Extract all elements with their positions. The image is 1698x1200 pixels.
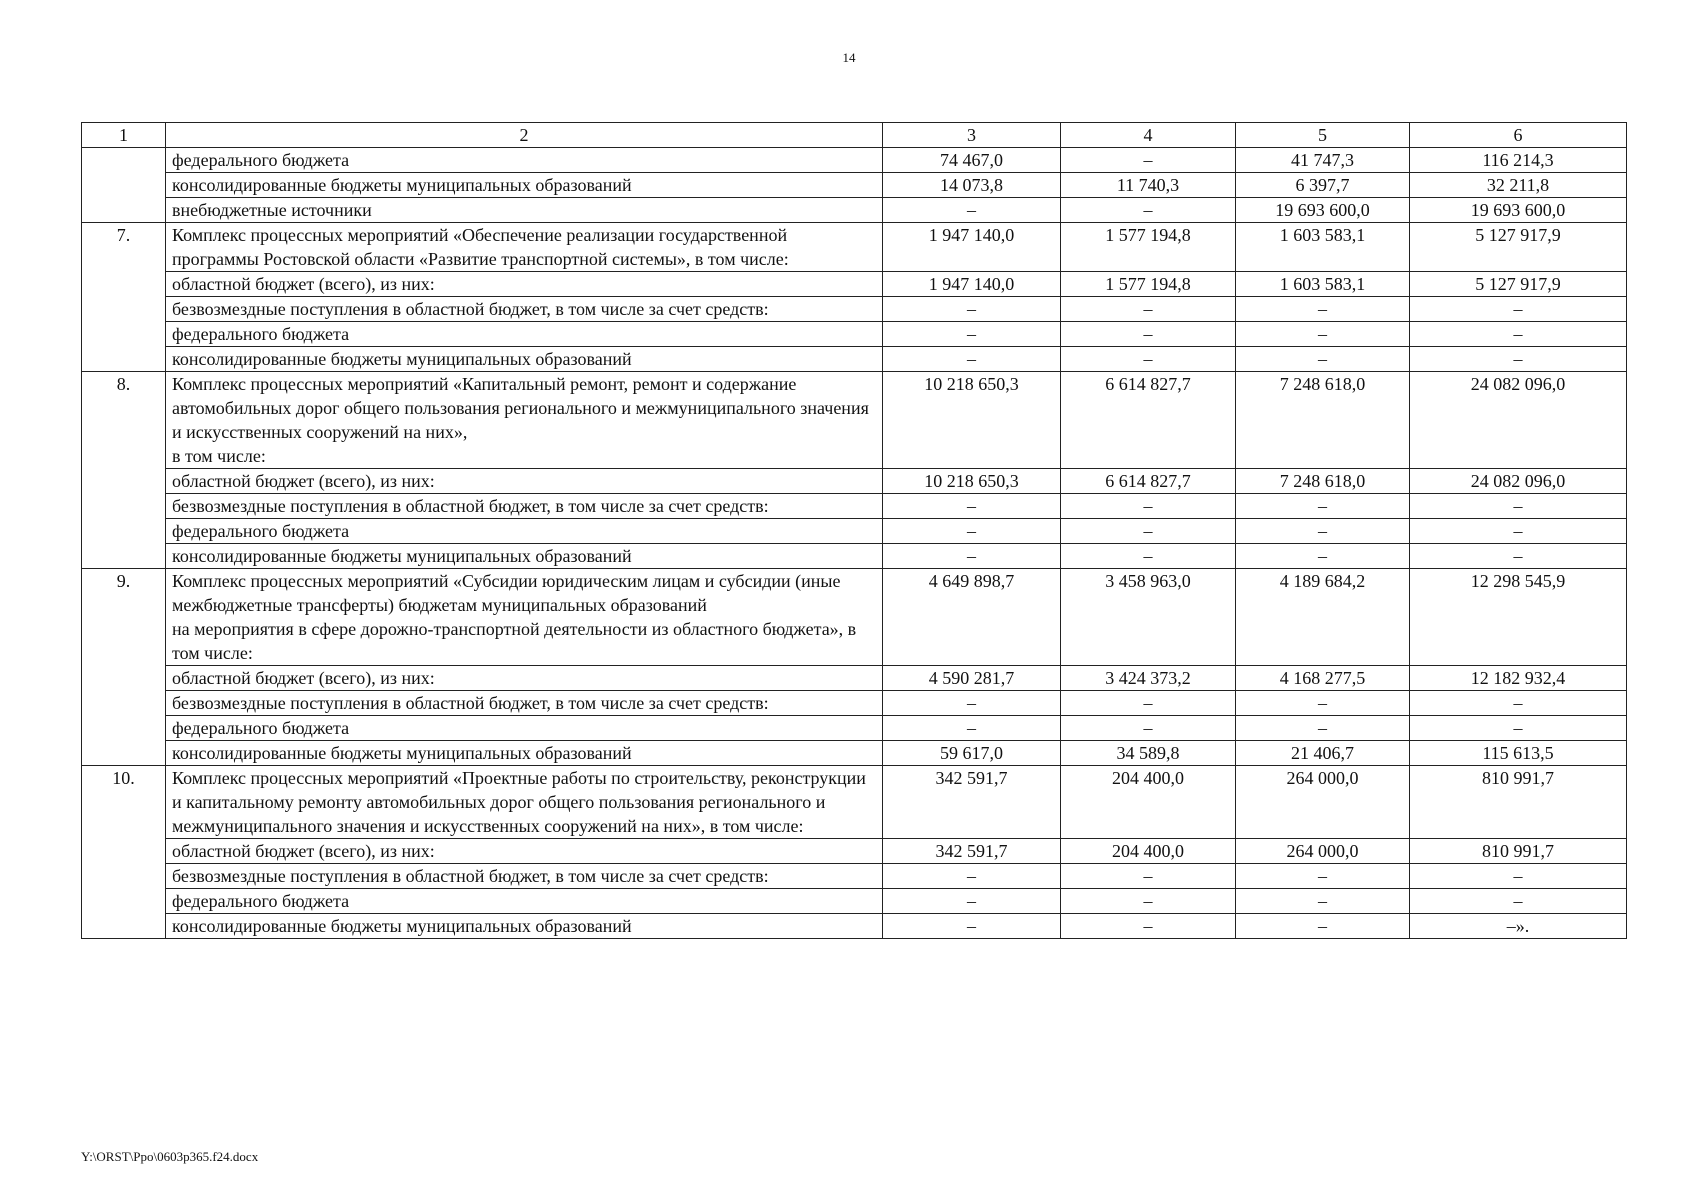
value-cell-col3: – bbox=[883, 322, 1061, 347]
value-cell-col4: – bbox=[1061, 864, 1236, 889]
table-row bbox=[82, 223, 1627, 272]
value-cell-col5: 21 406,7 bbox=[1236, 741, 1410, 766]
value-cell-col6: – bbox=[1410, 889, 1627, 914]
table-row bbox=[82, 691, 1627, 716]
value-cell-col6: 5 127 917,9 bbox=[1410, 223, 1627, 272]
table-row bbox=[82, 914, 1627, 939]
table-row bbox=[82, 347, 1627, 372]
value-cell-col6: 5 127 917,9 bbox=[1410, 272, 1627, 297]
row-label-cell: безвозмездные поступления в областной бюджет, в том числе за счет средств: bbox=[166, 864, 883, 889]
row-label-cell: безвозмездные поступления в областной бюджет, в том числе за счет средств: bbox=[166, 297, 883, 322]
value-cell-col3: 4 649 898,7 bbox=[883, 569, 1061, 666]
value-cell-col5: – bbox=[1236, 297, 1410, 322]
value-cell-col4: – bbox=[1061, 544, 1236, 569]
value-cell-col3: – bbox=[883, 544, 1061, 569]
value-cell-col3: – bbox=[883, 297, 1061, 322]
value-cell-col4: – bbox=[1061, 494, 1236, 519]
table-row bbox=[82, 741, 1627, 766]
value-cell-col4: – bbox=[1061, 347, 1236, 372]
value-cell-col6: – bbox=[1410, 494, 1627, 519]
row-label-cell: консолидированные бюджеты муниципальных образований bbox=[166, 544, 883, 569]
value-cell-col5: 1 603 583,1 bbox=[1236, 272, 1410, 297]
value-cell-col6: 24 082 096,0 bbox=[1410, 469, 1627, 494]
value-cell-col3: – bbox=[883, 347, 1061, 372]
row-label-cell: консолидированные бюджеты муниципальных образований bbox=[166, 347, 883, 372]
value-cell-col4: – bbox=[1061, 716, 1236, 741]
value-cell-col5: 41 747,3 bbox=[1236, 148, 1410, 173]
row-label-cell: Комплекс процессных мероприятий «Капитальный ремонт, ремонт и содержание автомобильных дорог общего пользования регионального и межмуниципального значения и искусственных сооружений на них», в том числе: bbox=[166, 372, 883, 469]
value-cell-col3: – bbox=[883, 691, 1061, 716]
table-row bbox=[82, 173, 1627, 198]
table-row bbox=[82, 272, 1627, 297]
row-number-cell: 8. bbox=[82, 372, 166, 569]
value-cell-col3: 342 591,7 bbox=[883, 766, 1061, 839]
value-cell-col3: 1 947 140,0 bbox=[883, 272, 1061, 297]
table-row bbox=[82, 198, 1627, 223]
value-cell-col3: 10 218 650,3 bbox=[883, 469, 1061, 494]
table-row bbox=[82, 839, 1627, 864]
row-label-cell: внебюджетные источники bbox=[166, 198, 883, 223]
table-row bbox=[82, 494, 1627, 519]
value-cell-col4: 3 458 963,0 bbox=[1061, 569, 1236, 666]
value-cell-col3: – bbox=[883, 889, 1061, 914]
value-cell-col4: – bbox=[1061, 148, 1236, 173]
row-label-cell: областной бюджет (всего), из них: bbox=[166, 839, 883, 864]
table-row bbox=[82, 148, 1627, 173]
value-cell-col5: 7 248 618,0 bbox=[1236, 469, 1410, 494]
value-cell-col5: 4 189 684,2 bbox=[1236, 569, 1410, 666]
row-label-cell: консолидированные бюджеты муниципальных образований bbox=[166, 173, 883, 198]
header-cell: 1 bbox=[82, 123, 166, 148]
value-cell-col4: 6 614 827,7 bbox=[1061, 469, 1236, 494]
value-cell-col6: – bbox=[1410, 519, 1627, 544]
row-label-cell: консолидированные бюджеты муниципальных образований bbox=[166, 741, 883, 766]
header-cell: 5 bbox=[1236, 123, 1410, 148]
row-label-cell: областной бюджет (всего), из них: bbox=[166, 469, 883, 494]
value-cell-col4: – bbox=[1061, 889, 1236, 914]
value-cell-col5: 6 397,7 bbox=[1236, 173, 1410, 198]
value-cell-col3: – bbox=[883, 494, 1061, 519]
value-cell-col4: 1 577 194,8 bbox=[1061, 272, 1236, 297]
table-row bbox=[82, 889, 1627, 914]
page-number: 14 bbox=[842, 50, 856, 65]
table-row bbox=[82, 544, 1627, 569]
value-cell-col6: – bbox=[1410, 864, 1627, 889]
value-cell-col6: – bbox=[1410, 297, 1627, 322]
value-cell-col5: 19 693 600,0 bbox=[1236, 198, 1410, 223]
value-cell-col5: – bbox=[1236, 322, 1410, 347]
value-cell-col6: 19 693 600,0 bbox=[1410, 198, 1627, 223]
table-body bbox=[82, 123, 1627, 939]
value-cell-col3: – bbox=[883, 716, 1061, 741]
value-cell-col4: – bbox=[1061, 914, 1236, 939]
value-cell-col4: 204 400,0 bbox=[1061, 839, 1236, 864]
value-cell-col4: 34 589,8 bbox=[1061, 741, 1236, 766]
row-number-cell: 9. bbox=[82, 569, 166, 766]
table-row bbox=[82, 864, 1627, 889]
value-cell-col4: – bbox=[1061, 198, 1236, 223]
value-cell-col5: – bbox=[1236, 716, 1410, 741]
table-row bbox=[82, 372, 1627, 469]
document-file-path: Y:\ORST\Ppo\0603p365.f24.docx bbox=[81, 1149, 259, 1164]
value-cell-col3: 4 590 281,7 bbox=[883, 666, 1061, 691]
row-label-cell: федерального бюджета bbox=[166, 148, 883, 173]
value-cell-col6: – bbox=[1410, 544, 1627, 569]
value-cell-col6: 116 214,3 bbox=[1410, 148, 1627, 173]
value-cell-col4: 11 740,3 bbox=[1061, 173, 1236, 198]
table-row bbox=[82, 766, 1627, 839]
value-cell-col4: 3 424 373,2 bbox=[1061, 666, 1236, 691]
row-number-cell: 7. bbox=[82, 223, 166, 372]
value-cell-col3: 59 617,0 bbox=[883, 741, 1061, 766]
value-cell-col5: – bbox=[1236, 864, 1410, 889]
value-cell-col5: 1 603 583,1 bbox=[1236, 223, 1410, 272]
value-cell-col6: – bbox=[1410, 347, 1627, 372]
value-cell-col5: – bbox=[1236, 914, 1410, 939]
value-cell-col3: – bbox=[883, 519, 1061, 544]
value-cell-col3: 1 947 140,0 bbox=[883, 223, 1061, 272]
header-cell: 2 bbox=[166, 123, 883, 148]
row-label-cell: безвозмездные поступления в областной бюджет, в том числе за счет средств: bbox=[166, 691, 883, 716]
value-cell-col6: 12 182 932,4 bbox=[1410, 666, 1627, 691]
value-cell-col6: 24 082 096,0 bbox=[1410, 372, 1627, 469]
value-cell-col3: 10 218 650,3 bbox=[883, 372, 1061, 469]
table-row bbox=[82, 569, 1627, 666]
value-cell-col5: – bbox=[1236, 691, 1410, 716]
value-cell-col3: – bbox=[883, 914, 1061, 939]
value-cell-col4: – bbox=[1061, 691, 1236, 716]
value-cell-col4: 204 400,0 bbox=[1061, 766, 1236, 839]
value-cell-col5: – bbox=[1236, 519, 1410, 544]
table-row bbox=[82, 716, 1627, 741]
header-row bbox=[82, 123, 1627, 148]
value-cell-col4: – bbox=[1061, 322, 1236, 347]
table-row bbox=[82, 519, 1627, 544]
value-cell-col6: 810 991,7 bbox=[1410, 839, 1627, 864]
value-cell-col5: – bbox=[1236, 889, 1410, 914]
row-number-cell: 10. bbox=[82, 766, 166, 939]
table-row bbox=[82, 469, 1627, 494]
value-cell-col5: – bbox=[1236, 494, 1410, 519]
value-cell-col3: 342 591,7 bbox=[883, 839, 1061, 864]
row-label-cell: областной бюджет (всего), из них: bbox=[166, 666, 883, 691]
row-label-cell: Комплекс процессных мероприятий «Обеспечение реализации государственной программы Ростовской области «Развитие транспортной системы», в том числе: bbox=[166, 223, 883, 272]
value-cell-col4: 1 577 194,8 bbox=[1061, 223, 1236, 272]
row-label-cell: федерального бюджета bbox=[166, 322, 883, 347]
value-cell-col6: – bbox=[1410, 691, 1627, 716]
value-cell-col4: 6 614 827,7 bbox=[1061, 372, 1236, 469]
value-cell-col3: – bbox=[883, 198, 1061, 223]
value-cell-col6: 810 991,7 bbox=[1410, 766, 1627, 839]
value-cell-col5: 264 000,0 bbox=[1236, 839, 1410, 864]
value-cell-col4: – bbox=[1061, 297, 1236, 322]
row-label-cell: консолидированные бюджеты муниципальных образований bbox=[166, 914, 883, 939]
value-cell-col3: – bbox=[883, 864, 1061, 889]
header-cell: 3 bbox=[883, 123, 1061, 148]
row-label-cell: федерального бюджета bbox=[166, 716, 883, 741]
value-cell-col4: – bbox=[1061, 519, 1236, 544]
row-label-cell: Комплекс процессных мероприятий «Субсидии юридическим лицам и субсидии (иные межбюджетные трансферты) бюджетам муниципальных образований на мероприятия в сфере дорожно-транспортной деятельности из областного бюджета», в том числе: bbox=[166, 569, 883, 666]
table-row bbox=[82, 666, 1627, 691]
row-label-cell: федерального бюджета bbox=[166, 519, 883, 544]
row-label-cell: областной бюджет (всего), из них: bbox=[166, 272, 883, 297]
table-row bbox=[82, 322, 1627, 347]
value-cell-col5: – bbox=[1236, 544, 1410, 569]
header-cell: 6 bbox=[1410, 123, 1627, 148]
value-cell-col5: – bbox=[1236, 347, 1410, 372]
row-label-cell: федерального бюджета bbox=[166, 889, 883, 914]
value-cell-col5: 7 248 618,0 bbox=[1236, 372, 1410, 469]
value-cell-col6: – bbox=[1410, 322, 1627, 347]
value-cell-col6: 32 211,8 bbox=[1410, 173, 1627, 198]
value-cell-col5: 264 000,0 bbox=[1236, 766, 1410, 839]
value-cell-col6: – bbox=[1410, 716, 1627, 741]
table-row bbox=[82, 297, 1627, 322]
value-cell-col6: –». bbox=[1410, 914, 1627, 939]
value-cell-col6: 115 613,5 bbox=[1410, 741, 1627, 766]
row-label-cell: Комплекс процессных мероприятий «Проектные работы по строительству, реконструкции и капитальному ремонту автомобильных дорог общего пользования регионального и межмуниципального значения и искусственных сооружений на них», в том числе: bbox=[166, 766, 883, 839]
value-cell-col5: 4 168 277,5 bbox=[1236, 666, 1410, 691]
value-cell-col6: 12 298 545,9 bbox=[1410, 569, 1627, 666]
budget-table bbox=[81, 122, 1627, 939]
value-cell-col3: 74 467,0 bbox=[883, 148, 1061, 173]
value-cell-col3: 14 073,8 bbox=[883, 173, 1061, 198]
row-label-cell: безвозмездные поступления в областной бюджет, в том числе за счет средств: bbox=[166, 494, 883, 519]
header-cell: 4 bbox=[1061, 123, 1236, 148]
row-number-cell bbox=[82, 148, 166, 223]
